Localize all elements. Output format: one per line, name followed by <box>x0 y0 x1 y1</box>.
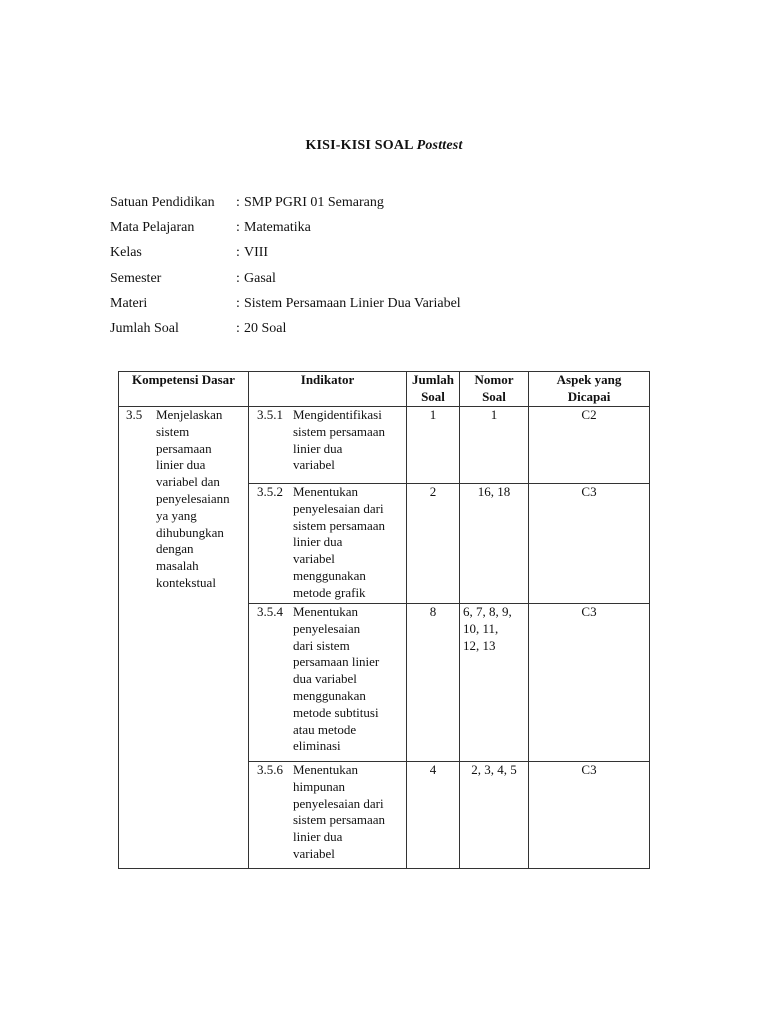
nomor-cell <box>460 407 529 484</box>
indikator-text <box>293 484 403 602</box>
table-header-row <box>119 372 650 407</box>
info-row <box>110 321 461 346</box>
indikator-text-line: himpunan <box>293 778 345 794</box>
kd-text-line: Menjelaskan <box>156 407 223 422</box>
table-body <box>119 407 650 869</box>
indikator-cell <box>249 762 407 869</box>
indikator-text-line: persamaan linier <box>293 654 380 670</box>
info-colon: : <box>236 220 240 236</box>
kd-content <box>122 407 245 592</box>
jumlah-cell: 4 <box>407 762 460 869</box>
info-block <box>110 195 461 346</box>
indikator-text-line: sistem persamaan <box>293 423 386 439</box>
indikator-text-line: Menentukan <box>293 762 358 777</box>
aspek-cell: C2 <box>529 407 650 484</box>
indikator-text-line: Menentukan <box>293 484 358 499</box>
info-row <box>110 245 461 270</box>
document-title <box>0 138 768 154</box>
info-label: Semester <box>110 270 162 286</box>
indikator-text-line: Menentukan <box>293 604 358 619</box>
info-value: SMP PGRI 01 Semarang <box>244 195 384 210</box>
indikator-number: 3.5.4 <box>257 604 283 619</box>
info-value: 20 Soal <box>244 320 287 336</box>
kd-text-line: dengan <box>156 541 194 557</box>
indikator-text-line: sistem persamaan <box>293 812 386 828</box>
indikator-text-line: variabel <box>293 457 335 473</box>
indikator-content <box>252 484 403 602</box>
indikator-text-line: metode grafik <box>293 584 366 600</box>
indikator-text-line: metode subtitusi <box>293 704 379 720</box>
indikator-text-line: penyelesaian dari <box>293 795 384 811</box>
indikator-text-line: dua variabel <box>293 671 357 687</box>
info-colon: : <box>236 270 240 286</box>
indikator-content <box>252 407 403 474</box>
nomor-line: 6, 7, 8, 9, <box>463 604 512 619</box>
header-nomor-soal <box>460 372 529 407</box>
indikator-cell <box>249 484 407 604</box>
info-label: Materi <box>110 295 148 311</box>
info-row <box>110 296 461 321</box>
kd-text-line: linier dua <box>156 457 206 473</box>
indikator-text-line: atau metode <box>293 721 357 737</box>
kd-text-line: variabel dan <box>156 474 220 490</box>
indikator-number: 3.5.6 <box>257 762 283 777</box>
info-label: Mata Pelajaran <box>110 220 195 236</box>
kd-text <box>156 407 240 592</box>
kd-text-line: dihubungkan <box>156 524 224 540</box>
nomor-line: 10, 11, <box>463 620 499 636</box>
nomor-line: 16, 18 <box>477 484 511 499</box>
indikator-number: 3.5.2 <box>257 484 283 499</box>
indikator-text <box>293 407 403 474</box>
title-main: KISI-KISI SOAL <box>305 138 413 153</box>
header-line: Soal <box>482 388 506 404</box>
indikator-text-line: variabel <box>293 551 335 567</box>
title-emphasis: Posttest <box>416 138 463 153</box>
kd-text-line: masalah <box>156 558 199 574</box>
header-line: Dicapai <box>567 388 611 404</box>
indikator-text-line: dari sistem <box>293 637 350 653</box>
indikator-text-line: variabel <box>293 845 335 861</box>
jumlah-cell: 2 <box>407 484 460 604</box>
kisi-kisi-table <box>118 371 650 869</box>
info-colon: : <box>236 295 240 311</box>
nomor-cell <box>460 762 529 869</box>
info-colon: : <box>236 195 240 210</box>
aspek-cell: C3 <box>529 762 650 869</box>
indikator-text-line: linier dua <box>293 440 343 456</box>
kd-text-line: ya yang <box>156 507 197 523</box>
indikator-content <box>252 604 403 755</box>
indikator-text <box>293 762 403 863</box>
indikator-text <box>293 604 403 755</box>
aspek-cell: C3 <box>529 604 650 762</box>
kd-text-line: sistem <box>156 423 190 439</box>
kd-text-line: penyelesaiann <box>156 490 230 506</box>
info-colon: : <box>236 245 240 261</box>
nomor-line: 1 <box>490 407 498 422</box>
header-line: Jumlah <box>412 372 454 387</box>
indikator-content <box>252 762 403 863</box>
indikator-cell <box>249 407 407 484</box>
header-jumlah-soal <box>407 372 460 407</box>
info-label: Jumlah Soal <box>110 320 179 336</box>
info-label: Kelas <box>110 245 142 261</box>
info-value: Sistem Persamaan Linier Dua Variabel <box>244 295 461 311</box>
indikator-text-line: penyelesaian <box>293 620 361 636</box>
header-indikator: Indikator <box>249 372 407 407</box>
header-line: Aspek yang <box>556 372 622 387</box>
indikator-text-line: eliminasi <box>293 738 341 754</box>
info-label: Satuan Pendidikan <box>110 195 215 210</box>
kompetensi-dasar-cell <box>119 407 249 869</box>
info-value: Gasal <box>244 270 276 286</box>
jumlah-cell: 1 <box>407 407 460 484</box>
indikator-cell <box>249 604 407 762</box>
jumlah-cell: 8 <box>407 604 460 762</box>
nomor-cell <box>460 484 529 604</box>
kd-number: 3.5 <box>126 407 143 422</box>
info-row <box>110 195 461 220</box>
header-kompetensi-dasar: Kompetensi Dasar <box>119 372 249 407</box>
table-row <box>119 407 650 484</box>
indikator-text-line: linier dua <box>293 534 343 550</box>
indikator-text-line: menggunakan <box>293 567 366 583</box>
kd-text-line: persamaan <box>156 440 212 456</box>
info-row <box>110 271 461 296</box>
indikator-number: 3.5.1 <box>257 407 283 422</box>
nomor-cell <box>460 604 529 762</box>
header-line: Nomor <box>474 372 514 387</box>
indikator-text-line: menggunakan <box>293 687 366 703</box>
info-row <box>110 220 461 245</box>
nomor-line: 12, 13 <box>463 637 496 653</box>
header-aspek <box>529 372 650 407</box>
info-value: VIII <box>244 245 269 261</box>
indikator-text-line: penyelesaian dari <box>293 500 384 516</box>
info-value: Matematika <box>244 220 311 236</box>
indikator-text-line: linier dua <box>293 829 343 845</box>
indikator-text-line: Mengidentifikasi <box>293 407 382 422</box>
aspek-cell: C3 <box>529 484 650 604</box>
info-colon: : <box>236 320 240 336</box>
nomor-line: 2, 3, 4, 5 <box>471 762 517 777</box>
kd-text-line: kontekstual <box>156 574 216 590</box>
header-line: Soal <box>421 388 445 404</box>
indikator-text-line: sistem persamaan <box>293 517 386 533</box>
